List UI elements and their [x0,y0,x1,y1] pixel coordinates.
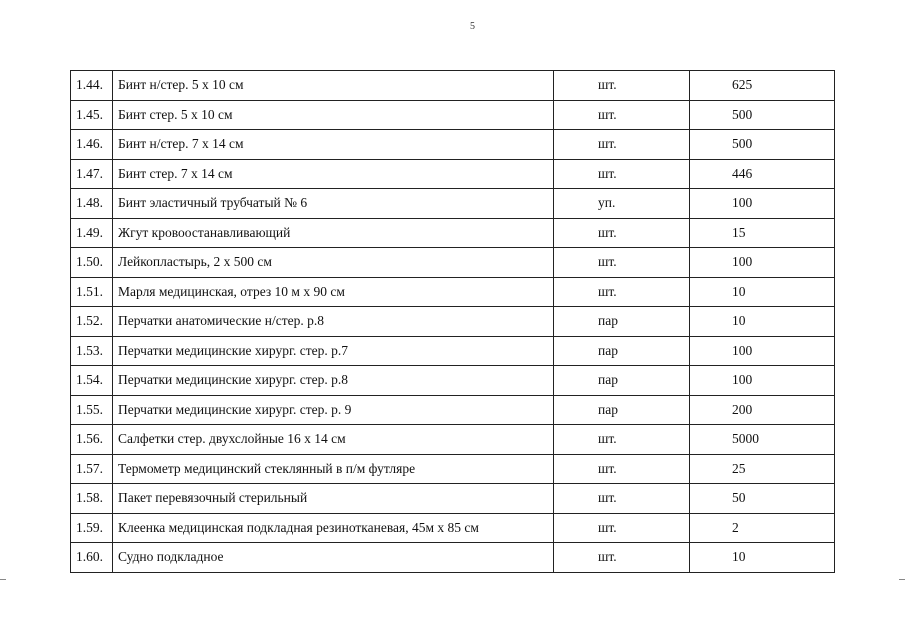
row-number-cell: 1.56. [71,425,113,455]
item-name-cell: Салфетки стер. двухслойные 16 х 14 см [113,425,554,455]
row-number-cell: 1.58. [71,484,113,514]
row-number-cell: 1.46. [71,130,113,160]
item-name-cell: Марля медицинская, отрез 10 м х 90 см [113,277,554,307]
unit-cell: шт. [554,248,690,278]
row-number-cell: 1.57. [71,454,113,484]
unit-cell: шт. [554,425,690,455]
item-name-cell: Жгут кровоостанавливающий [113,218,554,248]
item-name-cell: Клеенка медицинская подкладная резинотканевая, 45м х 85 см [113,513,554,543]
row-number-cell: 1.53. [71,336,113,366]
item-name-cell: Бинт н/стер. 5 х 10 см [113,71,554,101]
unit-cell: шт. [554,159,690,189]
row-number-cell: 1.50. [71,248,113,278]
table-row [71,543,835,573]
quantity-cell: 100 [690,189,835,219]
unit-cell: пар [554,366,690,396]
table-row [71,484,835,514]
item-name-cell: Перчатки медицинские хирург. стер. р. 9 [113,395,554,425]
table-row [71,513,835,543]
unit-cell: шт. [554,277,690,307]
quantity-cell: 2 [690,513,835,543]
item-name-cell: Бинт н/стер. 7 х 14 см [113,130,554,160]
row-number-cell: 1.59. [71,513,113,543]
table-row [71,218,835,248]
quantity-cell: 5000 [690,425,835,455]
table-row [71,454,835,484]
row-number-cell: 1.48. [71,189,113,219]
item-name-cell: Перчатки медицинские хирург. стер. р.7 [113,336,554,366]
unit-cell: пар [554,395,690,425]
unit-cell: пар [554,307,690,337]
row-number-cell: 1.55. [71,395,113,425]
unit-cell: пар [554,336,690,366]
row-number-cell: 1.51. [71,277,113,307]
quantity-cell: 15 [690,218,835,248]
quantity-cell: 100 [690,336,835,366]
quantity-cell: 50 [690,484,835,514]
item-name-cell: Бинт эластичный трубчатый № 6 [113,189,554,219]
quantity-cell: 10 [690,277,835,307]
unit-cell: шт. [554,218,690,248]
table-row [71,366,835,396]
item-name-cell: Бинт стер. 5 х 10 см [113,100,554,130]
items-table-body [71,71,835,573]
table-row [71,395,835,425]
unit-cell: шт. [554,513,690,543]
table-row [71,100,835,130]
table-row [71,71,835,101]
table-row [71,159,835,189]
quantity-cell: 500 [690,130,835,160]
quantity-cell: 100 [690,366,835,396]
quantity-cell: 446 [690,159,835,189]
table-row [71,189,835,219]
row-number-cell: 1.52. [71,307,113,337]
row-number-cell: 1.47. [71,159,113,189]
table-row [71,336,835,366]
row-number-cell: 1.49. [71,218,113,248]
quantity-cell: 10 [690,307,835,337]
page-number: 5 [470,21,475,32]
unit-cell: шт. [554,130,690,160]
row-number-cell: 1.45. [71,100,113,130]
table-row [71,277,835,307]
quantity-cell: 25 [690,454,835,484]
quantity-cell: 500 [690,100,835,130]
item-name-cell: Бинт стер. 7 х 14 см [113,159,554,189]
row-number-cell: 1.44. [71,71,113,101]
unit-cell: шт. [554,484,690,514]
unit-cell: шт. [554,454,690,484]
unit-cell: шт. [554,100,690,130]
item-name-cell: Термометр медицинский стеклянный в п/м футляре [113,454,554,484]
table-row [71,307,835,337]
row-number-cell: 1.54. [71,366,113,396]
quantity-cell: 10 [690,543,835,573]
item-name-cell: Лейкопластырь, 2 х 500 см [113,248,554,278]
unit-cell: шт. [554,543,690,573]
table-row [71,130,835,160]
table-row [71,248,835,278]
unit-cell: шт. [554,71,690,101]
item-name-cell: Перчатки медицинские хирург. стер. р.8 [113,366,554,396]
item-name-cell: Перчатки анатомические н/стер. р.8 [113,307,554,337]
left-edge-mark [0,579,6,580]
item-name-cell: Пакет перевязочный стерильный [113,484,554,514]
item-name-cell: Судно подкладное [113,543,554,573]
row-number-cell: 1.60. [71,543,113,573]
quantity-cell: 200 [690,395,835,425]
items-table [70,70,835,573]
quantity-cell: 100 [690,248,835,278]
unit-cell: уп. [554,189,690,219]
quantity-cell: 625 [690,71,835,101]
right-edge-mark [899,579,905,580]
table-row [71,425,835,455]
